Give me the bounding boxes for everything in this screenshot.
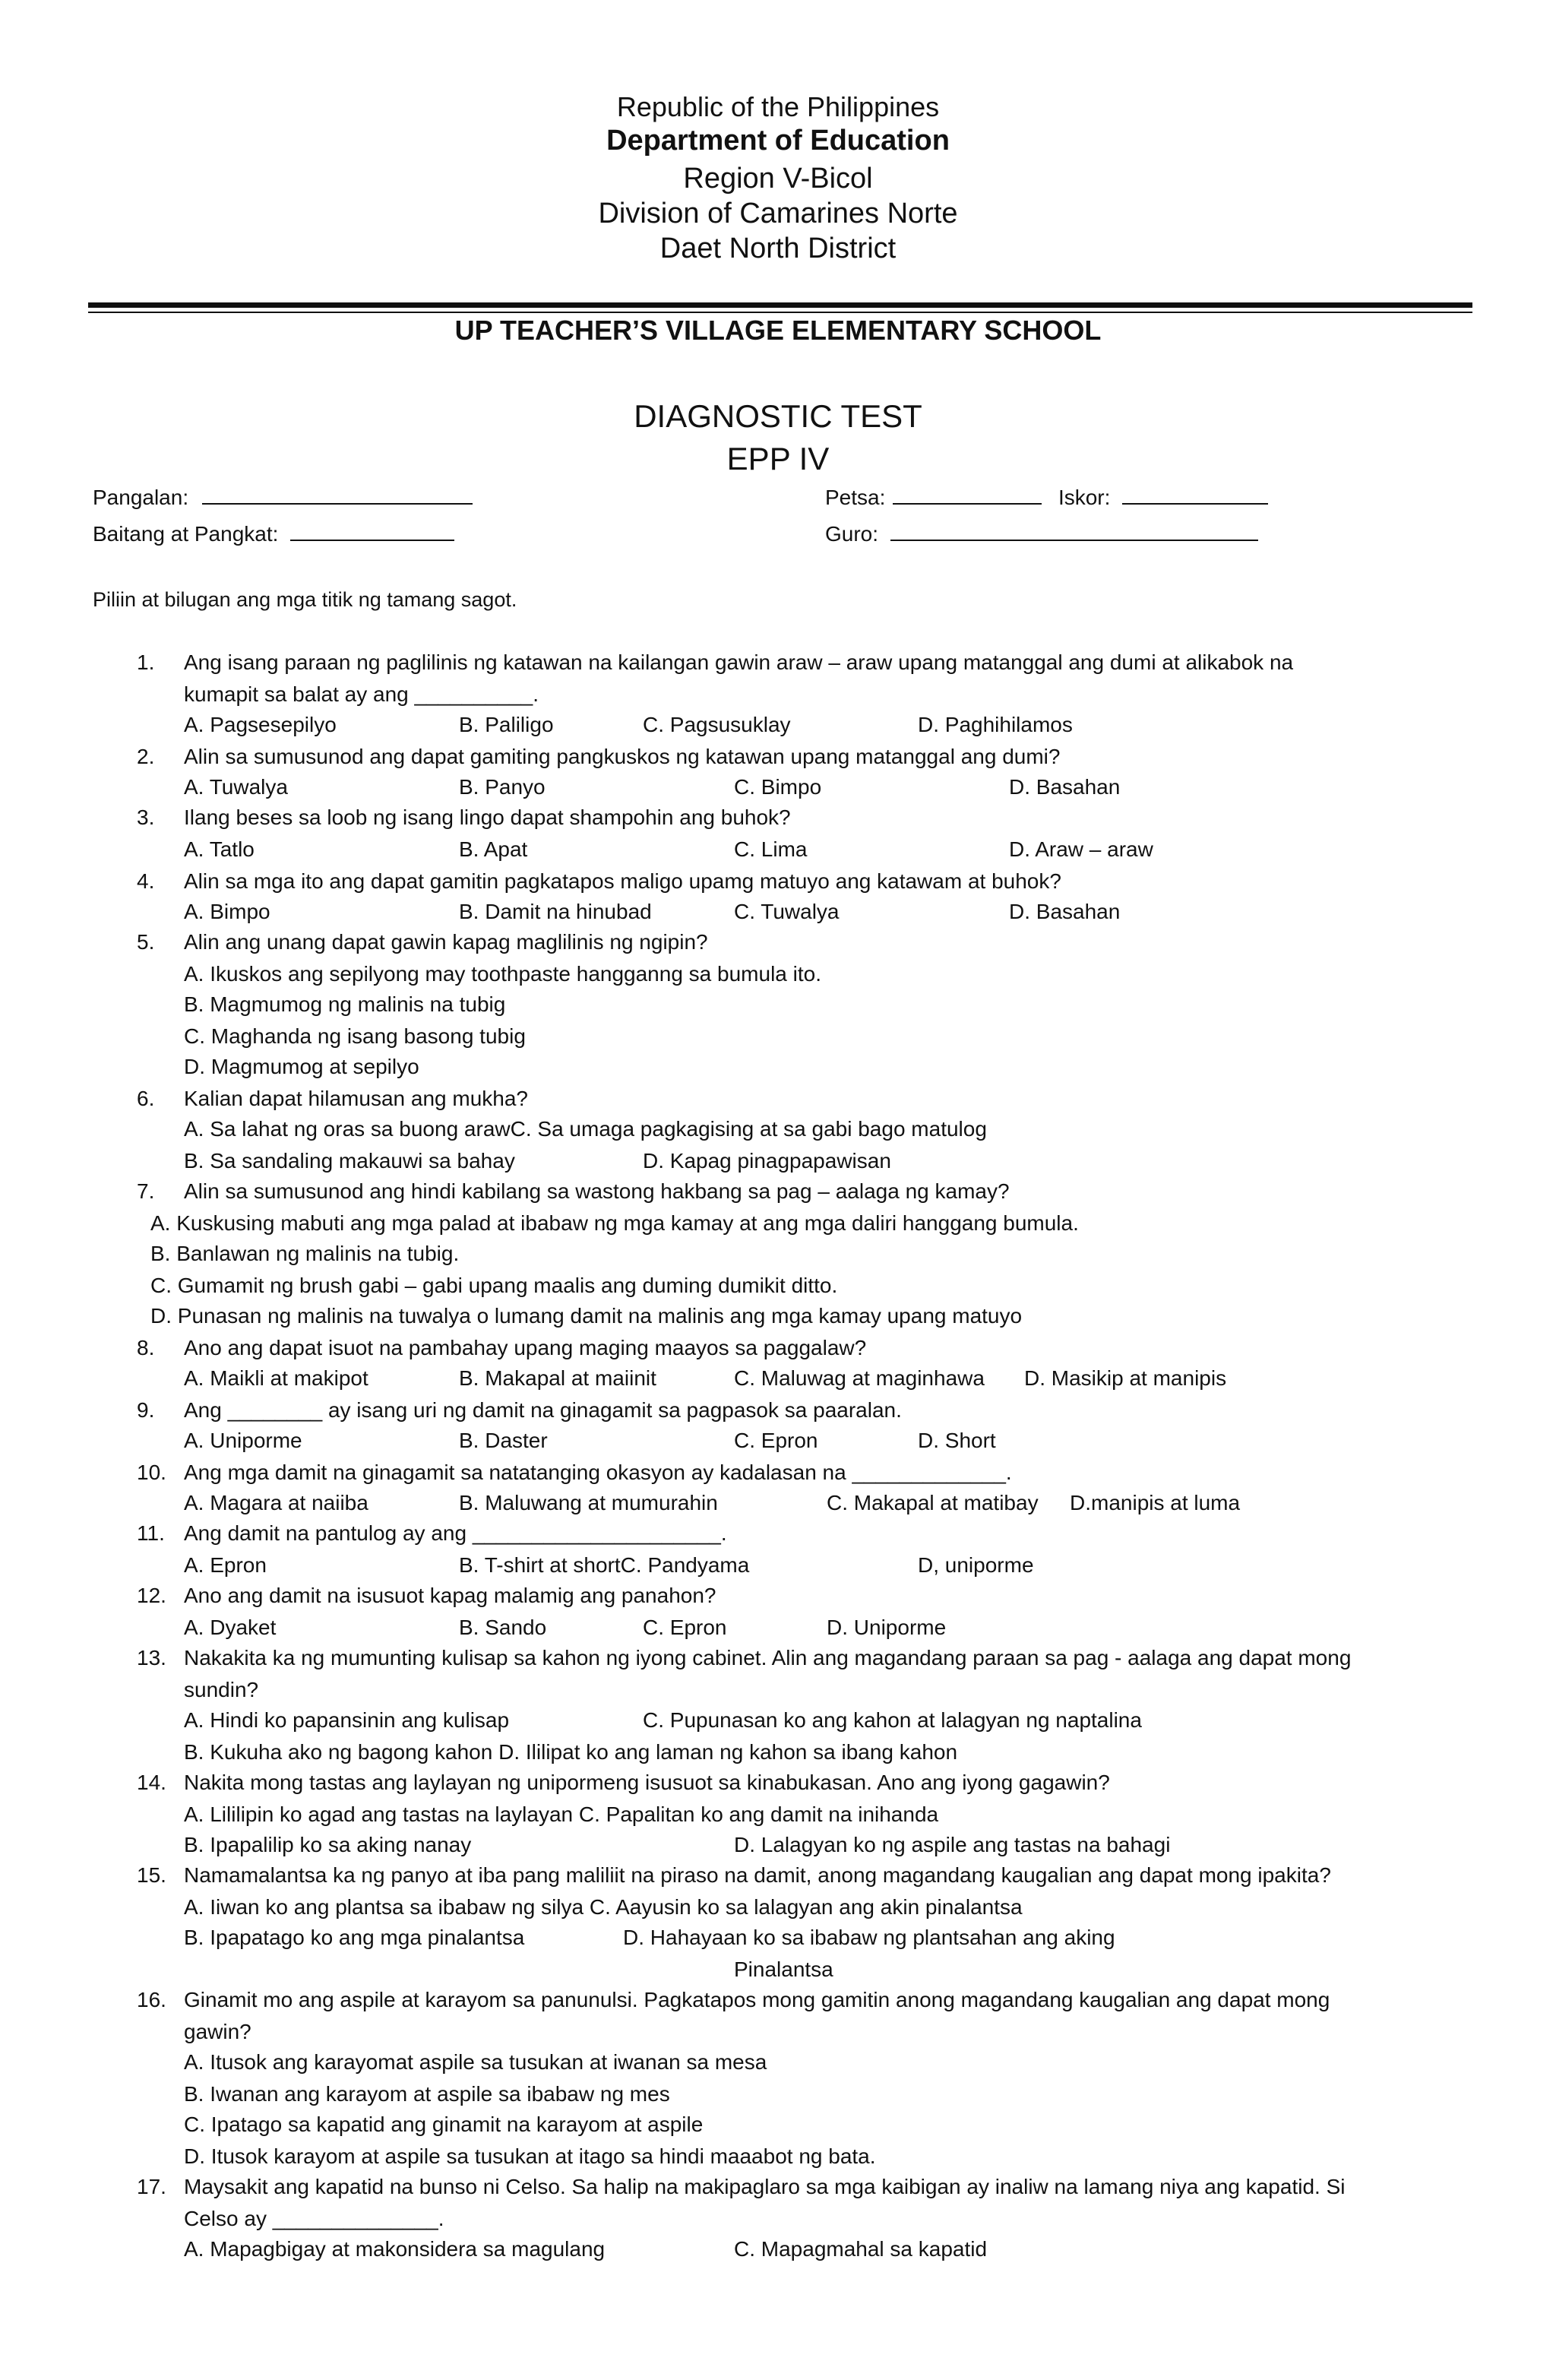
question-number: 3. bbox=[137, 805, 155, 829]
grade-field bbox=[93, 520, 454, 546]
question-number: 7. bbox=[137, 1179, 155, 1203]
question-number: 14. bbox=[137, 1771, 166, 1794]
teacher-label: Guro: bbox=[825, 522, 879, 546]
choice-c[interactable]: C. Lima bbox=[734, 837, 808, 861]
choice-a[interactable]: A. Mapagbigay at makonsidera sa magulang bbox=[184, 2237, 606, 2261]
choice-b-d[interactable]: B. Kukuha ako ng bagong kahon D. Ililipat ko ang laman ng kahon sa ibang kahon bbox=[184, 1740, 958, 1764]
choice-d[interactable]: D. Basahan bbox=[1009, 775, 1121, 799]
date-blank[interactable] bbox=[893, 483, 1042, 505]
choice-d[interactable]: D. Araw – araw bbox=[1009, 837, 1153, 861]
question-text: Ginamit mo ang aspile at karayom sa panunulsi. Pagkatapos mong gamitin anong magandang kaugalian ang dapat mong bbox=[184, 1988, 1330, 2011]
choice-a[interactable]: A. Ikuskos ang sepilyong may toothpaste hangganng sa bumula ito. bbox=[184, 962, 821, 986]
choice-a[interactable]: A. Tuwalya bbox=[184, 775, 288, 799]
question-text: Alin sa sumusunod ang hindi kabilang sa wastong hakbang sa pag – aalaga ng kamay? bbox=[184, 1179, 1010, 1203]
division-line: Division of Camarines Norte bbox=[598, 198, 958, 229]
teacher-blank[interactable] bbox=[890, 520, 1258, 541]
choice-d[interactable]: D. Lalagyan ko ng aspile ang tastas na bahagi bbox=[734, 1833, 1171, 1856]
choice-a[interactable]: A. Hindi ko papansinin ang kulisap bbox=[184, 1708, 510, 1732]
choice-b[interactable]: B. Apat bbox=[459, 837, 528, 861]
name-blank[interactable] bbox=[202, 483, 473, 505]
question-text: Ang ________ ay isang uri ng damit na ginagamit sa pagpasok sa paaralan. bbox=[184, 1398, 902, 1422]
choice-c[interactable]: C. Epron bbox=[643, 1616, 727, 1639]
name-field bbox=[93, 483, 473, 510]
question-number: 9. bbox=[137, 1398, 155, 1422]
teacher-field bbox=[825, 520, 1258, 546]
question-text: kumapit sa balat ay ang __________. bbox=[184, 682, 539, 706]
question-text: Alin sa sumusunod ang dapat gamiting pangkuskos ng katawan upang matanggal ang dumi? bbox=[184, 745, 1061, 768]
question-text: Kalian dapat hilamusan ang mukha? bbox=[184, 1087, 528, 1110]
choice-d[interactable]: D. Short bbox=[918, 1429, 996, 1452]
date-field bbox=[825, 483, 1268, 510]
choice-c[interactable]: C. Makapal at matibay bbox=[827, 1491, 1039, 1514]
header-rule-thin bbox=[88, 312, 1472, 313]
choice-b[interactable]: B. Makapal at maiinit bbox=[459, 1366, 656, 1390]
choice-b[interactable]: B. Maluwang at mumurahin bbox=[459, 1491, 718, 1514]
choice-b[interactable]: B. Ipapalilip ko sa aking nanay bbox=[184, 1833, 472, 1856]
question-number: 6. bbox=[137, 1087, 155, 1110]
choice-c[interactable]: C. Maluwag at maginhawa bbox=[734, 1366, 985, 1390]
republic-line: Republic of the Philippines bbox=[616, 91, 940, 122]
choice-b[interactable]: B. Sa sandaling makauwi sa bahay bbox=[184, 1149, 515, 1173]
department-line: Department of Education bbox=[606, 125, 950, 157]
choice-b[interactable]: B. Ipapatago ko ang mga pinalantsa bbox=[184, 1926, 525, 1949]
choice-b-c[interactable]: B. T-shirt at shortC. Pandyama bbox=[459, 1553, 750, 1577]
choice-a[interactable]: A. Pagsesepilyo bbox=[184, 713, 337, 736]
choice-a[interactable]: A. Maikli at makipot bbox=[184, 1366, 368, 1390]
choice-c[interactable]: C. Pupunasan ko ang kahon at lalagyan ng naptalina bbox=[643, 1708, 1142, 1732]
choice-b[interactable]: B. Banlawan ng malinis na tubig. bbox=[150, 1242, 460, 1265]
question-number: 5. bbox=[137, 930, 155, 954]
choice-d[interactable]: D, uniporme bbox=[918, 1553, 1034, 1577]
choice-b[interactable]: B. Daster bbox=[459, 1429, 548, 1452]
district-line: Daet North District bbox=[659, 233, 897, 264]
choice-c[interactable]: C. Pagsusuklay bbox=[643, 713, 791, 736]
choice-a[interactable]: A. Magara at naiiba bbox=[184, 1491, 368, 1514]
question-number: 12. bbox=[137, 1584, 166, 1607]
question-text: Nakakita ka ng mumunting kulisap sa kahon ng iyong cabinet. Alin ang magandang paraan sa pag - aalaga ang dapat mong bbox=[184, 1646, 1352, 1669]
question-text: Ang mga damit na ginagamit sa natatanging okasyon ay kadalasan na _____________. bbox=[184, 1461, 1012, 1484]
question-number: 16. bbox=[137, 1988, 166, 2011]
instructions: Piliin at bilugan ang mga titik ng tamang sagot. bbox=[93, 588, 517, 611]
region-line: Region V-Bicol bbox=[683, 163, 873, 195]
question-number: 8. bbox=[137, 1336, 155, 1359]
question-number: 17. bbox=[137, 2175, 166, 2198]
choice-c[interactable]: C. Mapagmahal sa kapatid bbox=[734, 2237, 988, 2261]
choice-a[interactable]: A. Epron bbox=[184, 1553, 267, 1577]
choice-a[interactable]: A. Tatlo bbox=[184, 837, 255, 861]
score-blank[interactable] bbox=[1122, 483, 1268, 505]
choice-b[interactable]: B. Panyo bbox=[459, 775, 546, 799]
choice-a[interactable]: A. Itusok ang karayomat aspile sa tusukan at iwanan sa mesa bbox=[184, 2050, 767, 2074]
question-text: Alin ang unang dapat gawin kapag maglilinis ng ngipin? bbox=[184, 930, 708, 954]
choice-d[interactable]: D. Punasan ng malinis na tuwalya o lumang damit na malinis ang mga kamay upang matuyo bbox=[150, 1304, 1023, 1328]
question-text: Namamalantsa ka ng panyo at iba pang maliliit na piraso na damit, anong magandang kaugalian ang dapat mong ipakita? bbox=[184, 1863, 1331, 1887]
question-text: Ano ang damit na isusuot kapag malamig ang panahon? bbox=[184, 1584, 716, 1607]
question-number: 13. bbox=[137, 1646, 166, 1669]
choice-a[interactable]: A. Kuskusing mabuti ang mga palad at ibabaw ng mga kamay at ang mga daliri hanggang bumula. bbox=[150, 1211, 1079, 1235]
choice-a[interactable]: A. Dyaket bbox=[184, 1616, 277, 1639]
choice-c[interactable]: C. Ipatago sa kapatid ang ginamit na karayom at aspile bbox=[184, 2113, 704, 2136]
choice-b[interactable]: B. Iwanan ang karayom at aspile sa ibabaw ng mes bbox=[184, 2082, 670, 2106]
grade-label: Baitang at Pangkat: bbox=[93, 522, 279, 546]
question-number: 1. bbox=[137, 650, 155, 674]
question-text: Maysakit ang kapatid na bunso ni Celso. Sa halip na makipaglaro sa mga kaibigan ay inaliw na lamang niya ang kapatid. Si bbox=[184, 2175, 1346, 2198]
question-number: 4. bbox=[137, 869, 155, 893]
choice-d[interactable]: D. Masikip at manipis bbox=[1024, 1366, 1227, 1390]
question-number: 10. bbox=[137, 1461, 166, 1484]
choice-d[interactable]: D.manipis at luma bbox=[1070, 1491, 1241, 1514]
score-label: Iskor: bbox=[1058, 486, 1111, 509]
question-text: Ang damit na pantulog ay ang _____________________. bbox=[184, 1521, 727, 1545]
question-text: sundin? bbox=[184, 1678, 259, 1701]
choice-d[interactable]: D. Uniporme bbox=[827, 1616, 947, 1639]
choice-a-c[interactable]: A. Lililipin ko agad ang tastas na laylayan C. Papalitan ko ang damit na inihanda bbox=[184, 1802, 939, 1826]
question-text: gawin? bbox=[184, 2020, 251, 2043]
choice-c[interactable]: C. Maghanda ng isang basong tubig bbox=[184, 1024, 526, 1048]
question-number: 15. bbox=[137, 1863, 166, 1887]
choice-b[interactable]: B. Magmumog ng malinis na tubig bbox=[184, 992, 506, 1016]
question-text: Celso ay ______________. bbox=[184, 2207, 444, 2230]
choice-a-c[interactable]: A. Sa lahat ng oras sa buong arawC. Sa umaga pagkagising at sa gabi bago matulog bbox=[184, 1117, 987, 1141]
choice-d[interactable]: D. Kapag pinagpapawisan bbox=[643, 1149, 891, 1173]
question-number: 2. bbox=[137, 745, 155, 768]
choice-b[interactable]: B. Sando bbox=[459, 1616, 547, 1639]
choice-b[interactable]: B. Paliligo bbox=[459, 713, 554, 736]
choice-a[interactable]: A. Bimpo bbox=[184, 900, 270, 923]
date-label: Petsa: bbox=[825, 486, 886, 509]
test-title: DIAGNOSTIC TEST bbox=[634, 398, 922, 434]
choice-c[interactable]: C. Epron bbox=[734, 1429, 818, 1452]
choice-b[interactable]: B. Damit na hinubad bbox=[459, 900, 652, 923]
header-rule-thick bbox=[88, 302, 1472, 308]
choice-c[interactable]: C. Gumamit ng brush gabi – gabi upang maalis ang duming dumikit ditto. bbox=[150, 1274, 838, 1297]
choice-d[interactable]: D. Magmumog at sepilyo bbox=[184, 1055, 419, 1078]
choice-d-continued: Pinalantsa bbox=[734, 1957, 833, 1981]
question-text: Alin sa mga ito ang dapat gamitin pagkatapos maligo upamg matuyo ang katawam at buhok? bbox=[184, 869, 1061, 893]
choice-c[interactable]: C. Tuwalya bbox=[734, 900, 840, 923]
choice-c[interactable]: C. Bimpo bbox=[734, 775, 822, 799]
question-text: Ilang beses sa loob ng isang lingo dapat shampohin ang buhok? bbox=[184, 805, 791, 829]
choice-d[interactable]: D. Paghihilamos bbox=[918, 713, 1073, 736]
question-number: 11. bbox=[137, 1521, 165, 1545]
name-label: Pangalan: bbox=[93, 486, 189, 509]
choice-d[interactable]: D. Basahan bbox=[1009, 900, 1121, 923]
question-text: Nakita mong tastas ang laylayan ng unipormeng isusuot sa kinabukasan. Ano ang iyong gagawin? bbox=[184, 1771, 1110, 1794]
question-text: Ang isang paraan ng paglilinis ng katawan na kailangan gawin araw – araw upang matanggal ang dumi at alikabok na bbox=[184, 650, 1294, 674]
choice-a-c[interactable]: A. Iiwan ko ang plantsa sa ibabaw ng silya C. Aayusin ko sa lalagyan ang akin pinalantsa bbox=[184, 1895, 1023, 1919]
question-text: Ano ang dapat isuot na pambahay upang maging maayos sa paggalaw? bbox=[184, 1336, 867, 1359]
grade-blank[interactable] bbox=[290, 520, 454, 541]
choice-d[interactable]: D. Hahayaan ko sa ibabaw ng plantsahan ang aking bbox=[623, 1926, 1115, 1949]
choice-d[interactable]: D. Itusok karayom at aspile sa tusukan at itago sa hindi maaabot ng bata. bbox=[184, 2144, 876, 2168]
test-subject: EPP IV bbox=[726, 441, 830, 476]
choice-a[interactable]: A. Uniporme bbox=[184, 1429, 302, 1452]
school-name: UP TEACHER’S VILLAGE ELEMENTARY SCHOOL bbox=[454, 315, 1102, 346]
